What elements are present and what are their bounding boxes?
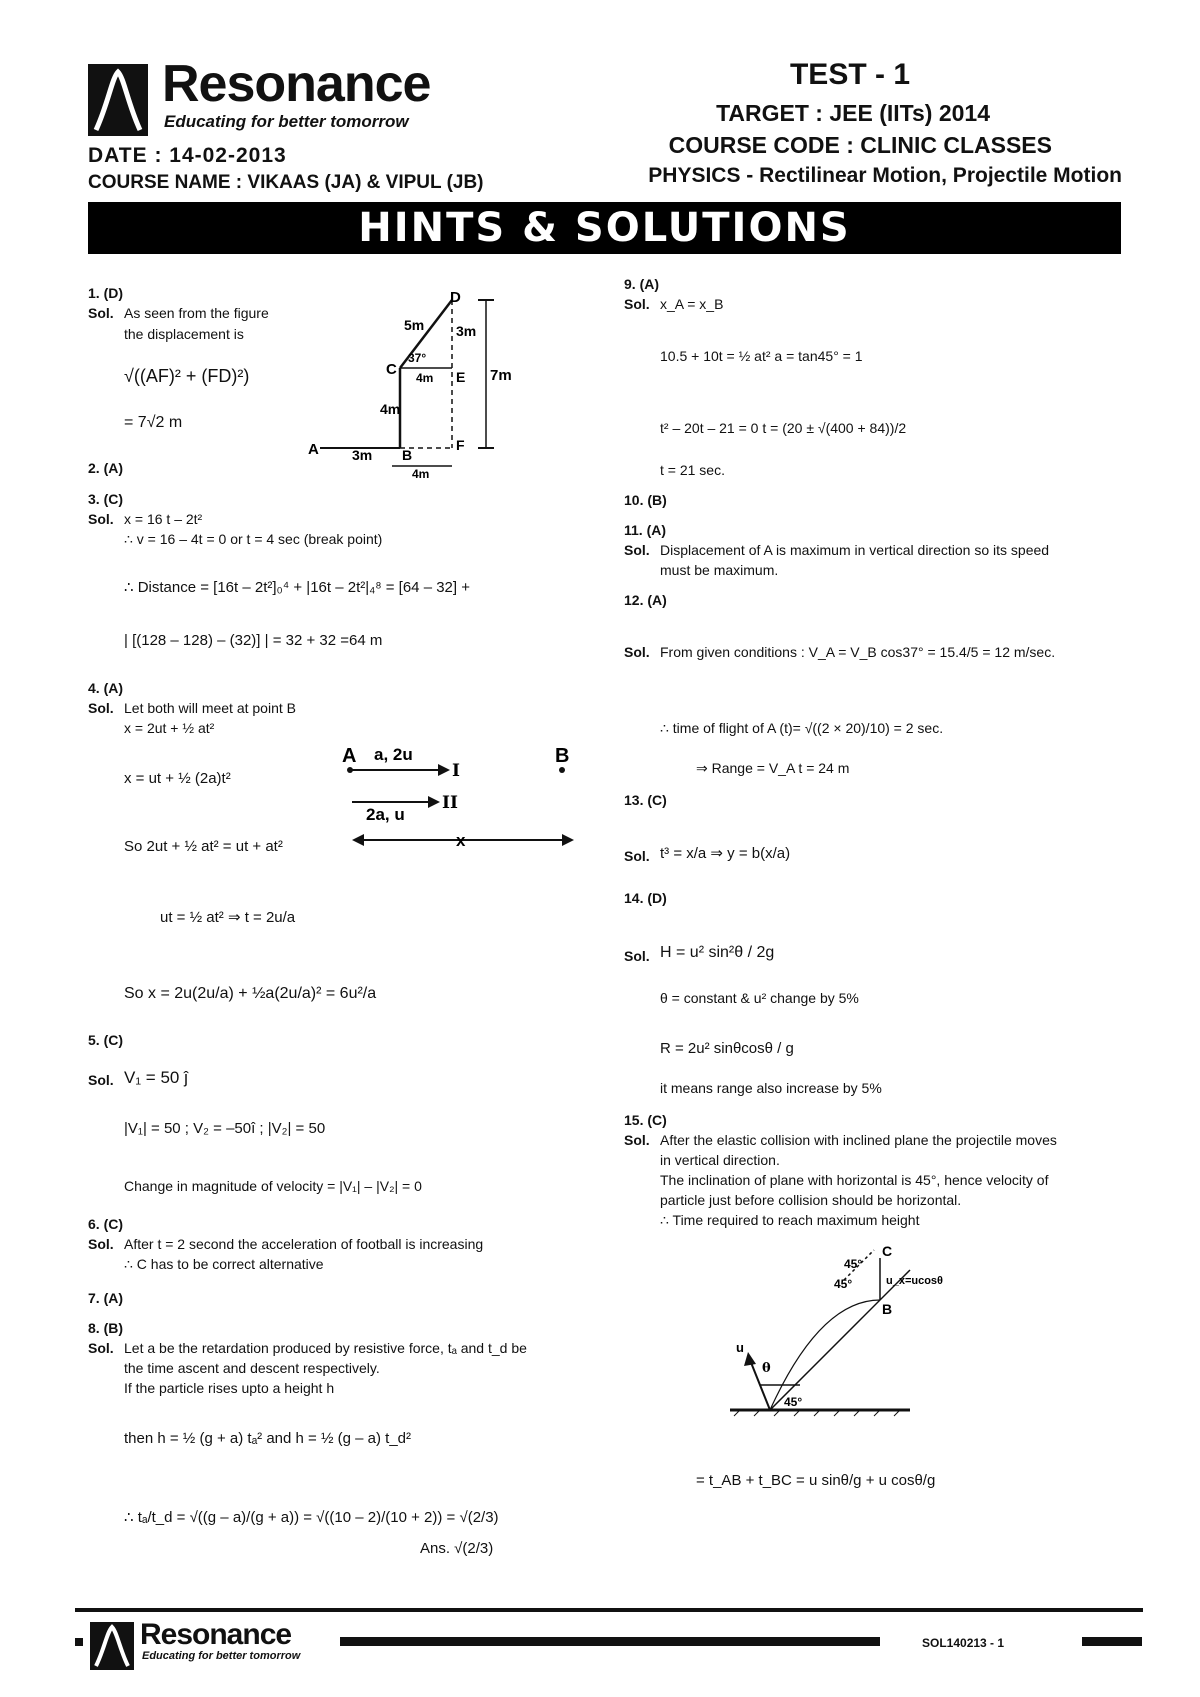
q15-line2: in vertical direction. (660, 1152, 780, 1168)
q15-incline-figure (730, 1240, 943, 1420)
footer-bar-left (340, 1637, 880, 1646)
page-banner: HINTS & SOLUTIONS (88, 202, 1121, 254)
q15-line5: ∴ Time required to reach maximum height (660, 1212, 920, 1228)
q14-line2: θ = constant & u² change by 5% (660, 990, 859, 1006)
sol-label: Sol. (624, 542, 650, 558)
fig1-label-f: F (456, 437, 465, 453)
q15-line1: After the elastic collision with inclined plane the projectile moves (660, 1132, 1057, 1148)
q1-formula: √((AF)² + (FD)²) (124, 366, 250, 386)
q12-line2: ∴ time of flight of A (t)= √((2 × 20)/10) = 2 sec. (660, 720, 944, 736)
q5-line3: Change in magnitude of velocity = |V₁| – |V₂| = 0 (124, 1178, 422, 1194)
q4-line1: Let both will meet at point B (124, 700, 296, 716)
q3-line3: ∴ Distance = [16t – 2t²]₀⁴ + |16t – 2t²|₄⁸ = [64 – 32] + (124, 579, 470, 596)
q11-line2: must be maximum. (660, 562, 779, 578)
footer-logo-icon (90, 1622, 134, 1670)
q8-line1: Let a be the retardation produced by resistive force, tₐ and t_d be (124, 1340, 527, 1356)
fig2-label-i: I (452, 761, 460, 781)
fig2-label-a: A (342, 745, 357, 767)
q6-answer: 6. (C) (88, 1216, 123, 1232)
resonance-logo-icon (88, 64, 148, 136)
q2-answer: 2. (A) (88, 460, 123, 476)
sol-label: Sol. (88, 1340, 114, 1356)
q4-answer: 4. (A) (88, 680, 123, 696)
q14-answer: 14. (D) (624, 890, 667, 906)
q14-line1: H = u² sin²θ / 2g (660, 944, 775, 961)
test-title: TEST - 1 (789, 58, 910, 91)
q12-answer: 12. (A) (624, 592, 667, 608)
fig1-label-e: E (456, 369, 466, 385)
q15-line6: = t_AB + t_BC = u sinθ/g + u cosθ/g (696, 1472, 936, 1489)
q14-line4: it means range also increase by 5% (660, 1080, 882, 1096)
q15-line4: particle just before collision should be horizontal. (660, 1192, 962, 1208)
q15-line3: The inclination of plane with horizontal is 45°, hence velocity of (660, 1172, 1049, 1188)
fig1-label-5m: 5m (404, 317, 425, 333)
q12-line1: From given conditions : V_A = V_B cos37° = 15.4/5 = 12 m/sec. (660, 644, 1056, 660)
q1-displacement-figure (300, 290, 510, 480)
fig1-label-4m-bottom: 4m (412, 467, 430, 481)
footer-brand: Resonance (140, 1618, 292, 1651)
fig3-label-45-b: 45° (834, 1277, 853, 1291)
sol-label: Sol. (88, 1236, 114, 1252)
sol-label: Sol. (624, 296, 650, 312)
q14-line3: R = 2u² sinθcosθ / g (660, 1040, 794, 1057)
fig1-label-37: 37° (408, 351, 427, 365)
sol-label: Sol. (624, 644, 650, 660)
q13-line1: t³ = x/a ⇒ y = b(x/a) (660, 845, 791, 862)
q4-line4: So 2ut + ½ at² = ut + at² (124, 838, 283, 855)
target: TARGET : JEE (IITs) 2014 (716, 100, 990, 126)
fig3-label-45-a: 45° (844, 1257, 863, 1271)
fig1-label-3m: 3m (456, 323, 477, 339)
course-name: COURSE NAME : VIKAAS (JA) & VIPUL (JB) (88, 172, 484, 193)
q4-line3: x = ut + ½ (2a)t² (124, 770, 231, 787)
q3-answer: 3. (C) (88, 491, 123, 507)
q4-line2: x = 2ut + ½ at² (124, 720, 215, 736)
q8-answer-value: Ans. √(2/3) (420, 1540, 494, 1557)
sol-label: Sol. (88, 511, 114, 527)
q4-line6: So x = 2u(2u/a) + ½a(2u/a)² = 6u²/a (124, 985, 377, 1002)
fig2-label-2a-u: 2a, u (366, 805, 405, 824)
sol-label: Sol. (88, 700, 114, 716)
fig3-label-ux: u_x=ucosθ (886, 1275, 943, 1287)
fig2-label-x: x (456, 831, 466, 850)
q6-line1: After t = 2 second the acceleration of football is increasing (124, 1236, 484, 1252)
footer-divider (75, 1608, 1143, 1612)
q9-answer: 9. (A) (624, 276, 659, 292)
fig1-label-b: B (402, 447, 413, 463)
q3-line4: | [(128 – 128) – (32)] | = 32 + 32 =64 m (124, 632, 383, 649)
q5-line2: |V₁| = 50 ; V₂ = –50î ; |V₂| = 50 (124, 1120, 326, 1137)
date: DATE : 14-02-2013 (88, 144, 287, 167)
q9-line1: x_A = x_B (660, 296, 724, 312)
subject: PHYSICS - Rectilinear Motion, Projectile Motion (648, 164, 1122, 187)
fig3-label-c: C (882, 1243, 893, 1259)
q8-line4: then h = ½ (g + a) tₐ² and h = ½ (g – a) t_d² (124, 1430, 411, 1447)
q9-line4: t = 21 sec. (660, 462, 725, 478)
sol-label: Sol. (624, 1132, 650, 1148)
q6-line2: ∴ C has to be correct alternative (124, 1256, 324, 1272)
fig1-label-c: C (386, 361, 397, 378)
q11-answer: 11. (A) (624, 522, 667, 538)
sol-label: Sol. (624, 848, 650, 864)
course-code: COURSE CODE : CLINIC CLASSES (668, 132, 1052, 158)
q12-line3: ⇒ Range = V_A t = 24 m (696, 760, 850, 776)
fig1-label-d: D (450, 289, 461, 306)
fig3-label-theta: θ (762, 1361, 771, 1376)
q3-line1: x = 16 t – 2t² (124, 511, 203, 527)
sol-label: Sol. (88, 305, 114, 321)
q8-line2: the time ascent and descent respectively. (124, 1360, 380, 1376)
fig2-label-b: B (555, 745, 570, 767)
footer-bullet (75, 1638, 83, 1646)
q10-answer: 10. (B) (624, 492, 667, 508)
q11-line1: Displacement of A is maximum in vertical direction so its speed (660, 542, 1050, 558)
q5-line1: V₁ = 50 ĵ (124, 1068, 188, 1087)
q9-line2: 10.5 + 10t = ½ at² a = tan45° = 1 (660, 348, 863, 364)
brand-tagline: Educating for better tomorrow (164, 112, 409, 131)
q8-line5: ∴ tₐ/t_d = √((g – a)/(g + a)) = √((10 – 2)/(10 + 2)) = √(2/3) (124, 1509, 499, 1526)
brand-name: Resonance (162, 55, 431, 113)
fig3-label-45-c: 45° (784, 1395, 803, 1409)
fig3-label-u: u (736, 1340, 744, 1355)
q1-line2: the displacement is (124, 326, 244, 342)
q4-motion-figure (342, 740, 575, 860)
q7-answer: 7. (A) (88, 1290, 123, 1306)
q8-answer: 8. (B) (88, 1320, 123, 1336)
q8-line3: If the particle rises upto a height h (124, 1380, 335, 1396)
q1-result: = 7√2 m (124, 414, 183, 431)
q1-line1: As seen from the figure (124, 305, 269, 321)
fig1-label-a: A (308, 441, 319, 458)
sol-label: Sol. (624, 948, 650, 964)
page-code: SOL140213 - 1 (922, 1636, 1005, 1650)
q3-line2: ∴ v = 16 – 4t = 0 or t = 4 sec (break point) (124, 531, 383, 547)
fig1-label-4m-vertical: 4m (380, 401, 401, 417)
footer-tagline: Educating for better tomorrow (142, 1650, 301, 1662)
q9-line3: t² – 20t – 21 = 0 t = (20 ± √(400 + 84))/2 (660, 420, 907, 436)
fig3-label-b: B (882, 1301, 893, 1317)
q1-answer: 1. (D) (88, 285, 123, 301)
fig1-label-3m-horizontal: 3m (352, 447, 373, 463)
fig2-label-a-2u: a, 2u (374, 745, 413, 764)
fig1-label-7m: 7m (490, 367, 512, 384)
sol-label: Sol. (88, 1072, 114, 1088)
fig1-label-4m: 4m (416, 371, 434, 385)
q13-answer: 13. (C) (624, 792, 667, 808)
fig2-label-ii: II (442, 793, 458, 813)
q5-answer: 5. (C) (88, 1032, 123, 1048)
q4-line5: ut = ½ at² ⇒ t = 2u/a (160, 909, 296, 926)
footer-bar-right (1082, 1637, 1142, 1646)
q15-answer: 15. (C) (624, 1112, 667, 1128)
